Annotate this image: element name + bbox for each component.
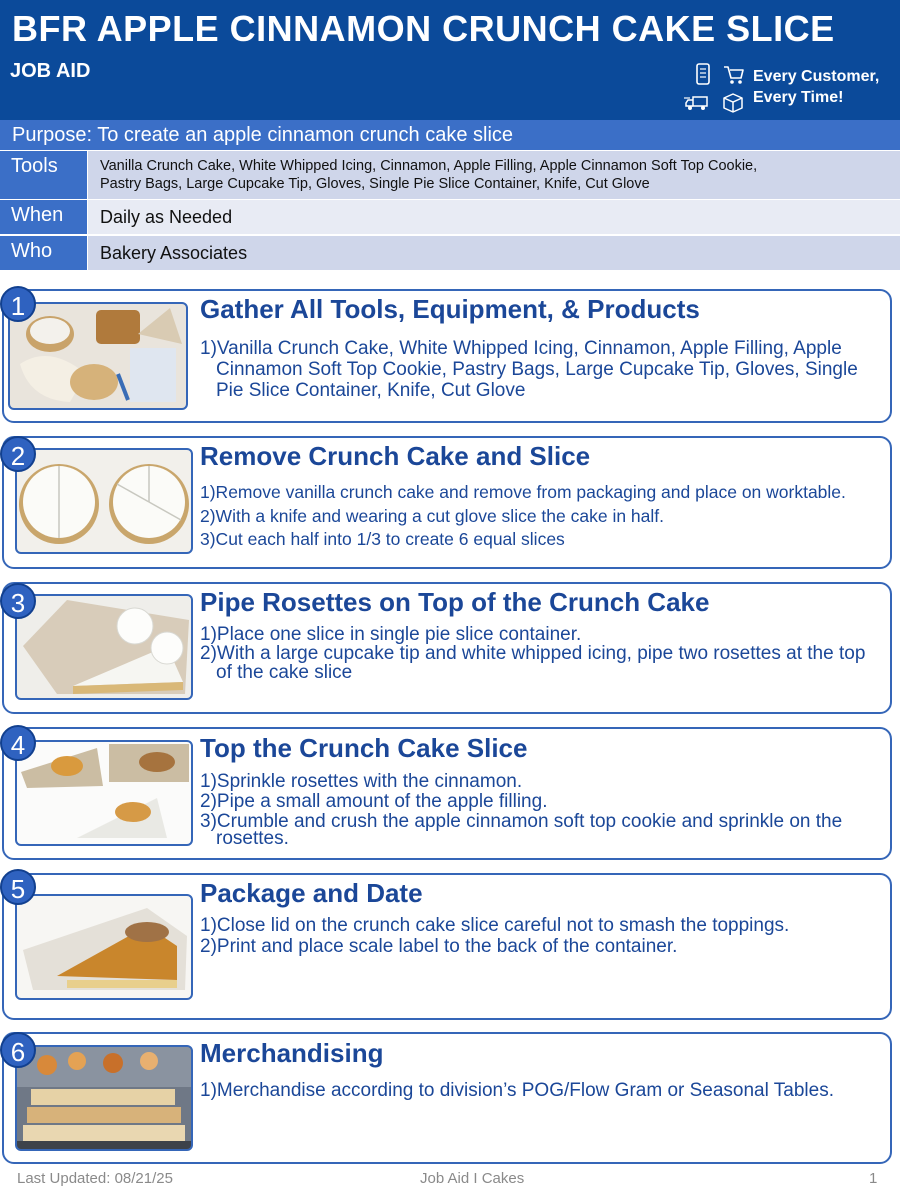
delivery-truck-icon (684, 94, 712, 112)
who-row (0, 236, 900, 270)
footer-section: Job Aid I Cakes (420, 1170, 525, 1187)
step-2-item-2: 2)With a knife and wearing a cut glove slice the cake in half. (200, 506, 664, 526)
step-1-item-1: 1)Vanilla Crunch Cake, White Whipped Icing, Cinnamon, Apple Filling, Apple Cinnamon Soft Top Cookie, Pastry Bags, Large Cupcake Tip, Gloves, Single Pie Slice Container, Knife, Cut Glove (200, 338, 858, 401)
step-2-item-1: 1)Remove vanilla crunch cake and remove from packaging and place on worktable. (200, 482, 846, 502)
last-updated: Last Updated: 08/21/25 (17, 1170, 173, 1187)
step-5-item-2: 2)Print and place scale label to the back of the container. (200, 936, 678, 957)
header-banner (0, 0, 900, 120)
step-4-item-3: 3)Crumble and crush the apple cinnamon soft top cookie and sprinkle on the rosettes. (200, 811, 843, 849)
step-1-photo (8, 302, 188, 410)
when-value: Daily as Needed (88, 200, 900, 234)
step-5-title: Package and Date (200, 878, 423, 908)
step-1-number: 1 (0, 286, 36, 322)
step-6-photo (15, 1045, 193, 1151)
step-3-item-2: 2)With a large cupcake tip and white whipped icing, pipe two rosettes at the top of the cake slice (200, 643, 866, 683)
step-5-photo (15, 894, 193, 1000)
step-3-photo (15, 594, 193, 700)
slogan-line-1: Every Customer, (753, 68, 880, 85)
page-number: 1 (869, 1170, 878, 1187)
tools-row (0, 151, 900, 199)
step-5-instructions (200, 917, 880, 956)
step-4-photo (15, 740, 193, 846)
step-2-photo (15, 448, 193, 554)
package-box-icon (722, 92, 744, 114)
step-6-instructions (200, 1080, 880, 1101)
step-3-instructions (200, 625, 880, 682)
mobile-device-icon (695, 63, 711, 85)
step-4-instructions (200, 771, 880, 847)
step-5-item-1: 1)Close lid on the crunch cake slice careful not to smash the toppings. (200, 915, 790, 936)
step-3-item-1: 1)Place one slice in single pie slice container. (200, 624, 582, 645)
who-label: Who (0, 236, 87, 270)
step-4-item-2: 2)Pipe a small amount of the apple filling. (200, 791, 548, 812)
step-3-title: Pipe Rosettes on Top of the Crunch Cake (200, 587, 710, 617)
when-row (0, 200, 900, 234)
step-2-item-3: 3)Cut each half into 1/3 to create 6 equal slices (200, 529, 565, 549)
who-value: Bakery Associates (88, 236, 900, 270)
step-6-item-1: 1)Merchandise according to division’s POG/Flow Gram or Seasonal Tables. (200, 1080, 834, 1101)
shopping-cart-icon (722, 64, 746, 86)
step-6-number: 6 (0, 1032, 36, 1068)
step-2-instructions (200, 483, 880, 549)
step-4-title: Top the Crunch Cake Slice (200, 733, 528, 763)
step-1-instructions (200, 338, 880, 401)
tools-value-line-2: Pastry Bags, Large Cupcake Tip, Gloves, Single Pie Slice Container, Knife, Cut Glove (100, 176, 650, 192)
job-aid-label: JOB AID (10, 60, 91, 82)
when-label: When (0, 200, 87, 234)
step-4-number: 4 (0, 725, 36, 761)
page-title: BFR APPLE CINNAMON CRUNCH CAKE SLICE (12, 8, 835, 49)
slogan-line-2: Every Time! (753, 89, 844, 106)
step-4-item-1: 1)Sprinkle rosettes with the cinnamon. (200, 771, 523, 792)
step-1-title: Gather All Tools, Equipment, & Products (200, 294, 700, 324)
step-2-number: 2 (0, 436, 36, 472)
purpose-bar: Purpose: To create an apple cinnamon crunch cake slice (0, 120, 900, 150)
step-3-number: 3 (0, 583, 36, 619)
tools-value-line-1: Vanilla Crunch Cake, White Whipped Icing, Cinnamon, Apple Filling, Apple Cinnamon Soft Top Cookie, (100, 158, 758, 174)
step-5-number: 5 (0, 869, 36, 905)
tools-label: Tools (0, 151, 87, 199)
tools-value (88, 151, 900, 199)
step-6-title: Merchandising (200, 1038, 384, 1068)
step-2-title: Remove Crunch Cake and Slice (200, 441, 591, 471)
